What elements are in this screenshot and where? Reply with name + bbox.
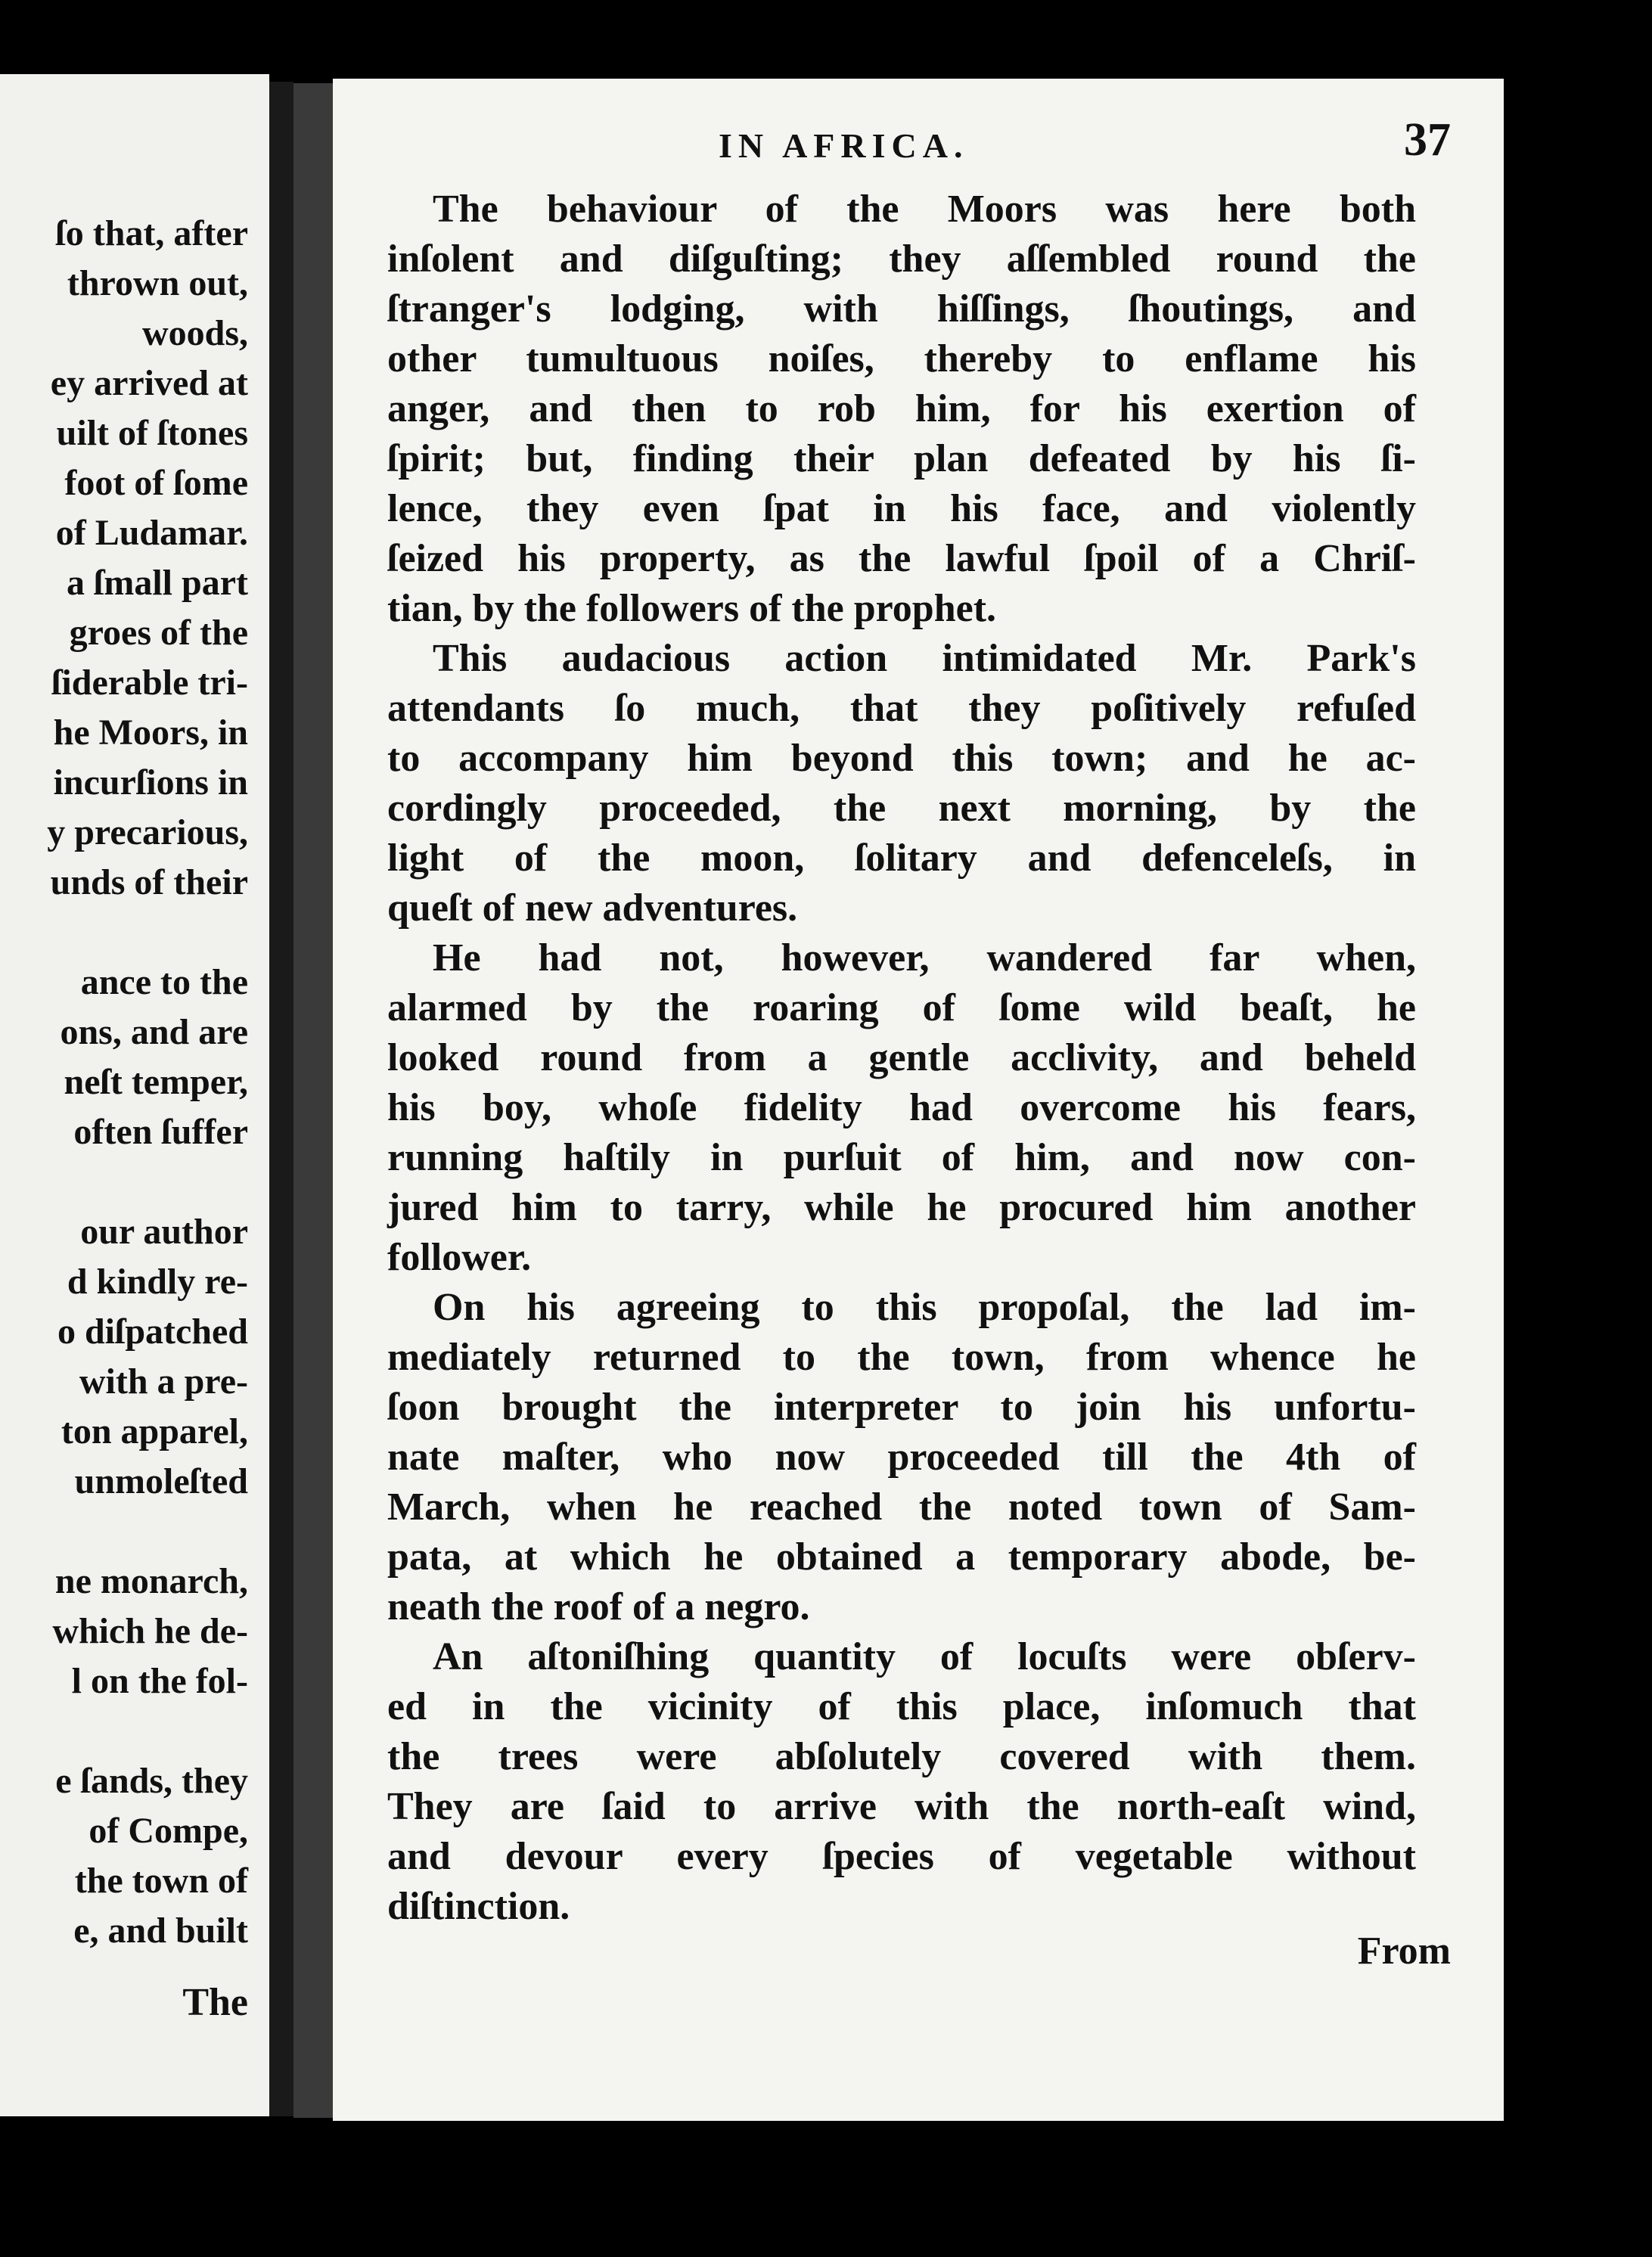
left-page-line: groes of the xyxy=(69,613,248,653)
left-page-line: uilt of ſtones xyxy=(56,413,248,453)
text-line: queſt of new adventures. xyxy=(387,886,798,930)
left-page-line: d kindly re- xyxy=(67,1262,248,1302)
left-page-line: y precarious, xyxy=(47,812,248,852)
catchword: From xyxy=(1357,1929,1451,1973)
left-page-line: neſt temper, xyxy=(64,1062,248,1102)
text-line: his boy, whoſe fidelity had overcome his fears, xyxy=(387,1086,1416,1129)
text-line: The behaviour of the Moors was here both xyxy=(433,188,1416,231)
left-page-line: of Ludamar. xyxy=(55,513,248,553)
text-line: This audacious action intimidated Mr. Park's xyxy=(433,637,1416,680)
left-page-line: he Moors, in xyxy=(53,712,248,753)
text-line: diſtinction. xyxy=(387,1885,570,1928)
left-page-line: ne monarch, xyxy=(54,1561,248,1601)
left-page-line: often ſuffer xyxy=(73,1112,248,1152)
page-number: 37 xyxy=(1404,114,1451,166)
text-line: nate maſter, who now proceeded till the 4th of xyxy=(387,1436,1416,1479)
left-page-line: e ſands, they xyxy=(55,1761,248,1801)
left-page-line: our author xyxy=(80,1212,248,1252)
left-page-line: a ſmall part xyxy=(67,563,248,603)
left-page-line: l on the fol- xyxy=(71,1661,248,1701)
text-line: attendants ſo much, that they poſitively refuſed xyxy=(387,687,1416,730)
text-line: pata, at which he obtained a temporary abode, be- xyxy=(387,1535,1416,1579)
left-page xyxy=(0,74,269,2116)
left-page-line: ſo that, after xyxy=(55,213,248,253)
paragraph xyxy=(387,185,1416,634)
running-head: IN AFRICA. xyxy=(719,126,969,165)
text-line: to accompany him beyond this town; and he ac- xyxy=(387,737,1416,780)
text-line: ſtranger's lodging, with hiſſings, ſhoutings, and xyxy=(387,287,1416,331)
left-page-line: o diſpatched xyxy=(57,1312,248,1352)
left-page-catchword: The xyxy=(182,1981,248,2024)
text-line: and devour every ſpecies of vegetable without xyxy=(387,1835,1416,1878)
text-line: ſoon brought the interpreter to join his unfortu- xyxy=(387,1386,1416,1429)
left-page-line: ons, and are xyxy=(60,1012,248,1052)
text-line: light of the moon, ſolitary and defenceleſs, in xyxy=(387,837,1416,880)
left-page-line: incurſions in xyxy=(53,762,248,803)
left-page-line: unds of their xyxy=(50,862,248,902)
text-line: looked round from a gentle acclivity, and beheld xyxy=(387,1036,1416,1079)
left-page-line: ton apparel, xyxy=(61,1411,248,1451)
text-line: lence, they even ſpat in his face, and violently xyxy=(387,487,1416,530)
left-page-line: which he de- xyxy=(52,1611,248,1651)
text-line: He had not, however, wandered far when, xyxy=(433,936,1416,979)
paragraph xyxy=(387,933,1416,1283)
text-line: ed in the vicinity of this place, inſomuch that xyxy=(387,1685,1416,1728)
paragraph xyxy=(387,1632,1416,1932)
text-line: ſeized his property, as the lawful ſpoil of a Chriſ- xyxy=(387,537,1416,580)
text-line: alarmed by the roaring of ſome wild beaſt, he xyxy=(387,986,1416,1029)
right-page xyxy=(333,79,1504,2121)
text-line: other tumultuous noiſes, thereby to enflame his xyxy=(387,337,1416,380)
left-page-line: e, and built xyxy=(73,1911,248,1951)
left-page-line: ey arrived at xyxy=(50,363,248,403)
text-line: They are ſaid to arrive with the north-eaſt wind, xyxy=(387,1785,1416,1828)
left-page-line: the town of xyxy=(74,1861,248,1901)
text-line: running haſtily in purſuit of him, and now con- xyxy=(387,1136,1416,1179)
paragraph xyxy=(387,634,1416,933)
left-page-line: of Compe, xyxy=(88,1811,248,1851)
gutter-shadow xyxy=(293,83,336,2118)
left-page-line: unmoleſted xyxy=(74,1461,248,1501)
text-line: inſolent and diſguſting; they aſſembled round the xyxy=(387,237,1416,281)
text-line: anger, and then to rob him, for his exertion of xyxy=(387,387,1416,430)
text-line: mediately returned to the town, from whence he xyxy=(387,1336,1416,1379)
text-line: jured him to tarry, while he procured him another xyxy=(387,1186,1416,1229)
text-line: cordingly proceeded, the next morning, by the xyxy=(387,787,1416,830)
text-line: tian, by the followers of the prophet. xyxy=(387,587,997,630)
text-line: ſpirit; but, finding their plan defeated by his ſi- xyxy=(387,437,1416,480)
paragraph xyxy=(387,1283,1416,1632)
left-page-line: foot of ſome xyxy=(64,463,248,503)
book-gutter xyxy=(269,82,293,2116)
text-line: follower. xyxy=(387,1236,532,1279)
text-line: On his agreeing to this propoſal, the lad im- xyxy=(433,1286,1416,1329)
left-page-line: ſiderable tri- xyxy=(51,663,248,703)
left-page-line: ance to the xyxy=(80,962,248,1002)
text-line: An aſtoniſhing quantity of locuſts were obſerv- xyxy=(433,1635,1416,1678)
text-line: neath the roof of a negro. xyxy=(387,1585,810,1628)
body-text xyxy=(387,185,1416,1932)
left-page-line: woods, xyxy=(141,313,248,353)
left-page-line: with a pre- xyxy=(79,1361,248,1402)
text-line: March, when he reached the noted town of Sam- xyxy=(387,1486,1416,1529)
text-line: the trees were abſolutely covered with them. xyxy=(387,1735,1416,1778)
left-page-line: thrown out, xyxy=(67,263,248,303)
